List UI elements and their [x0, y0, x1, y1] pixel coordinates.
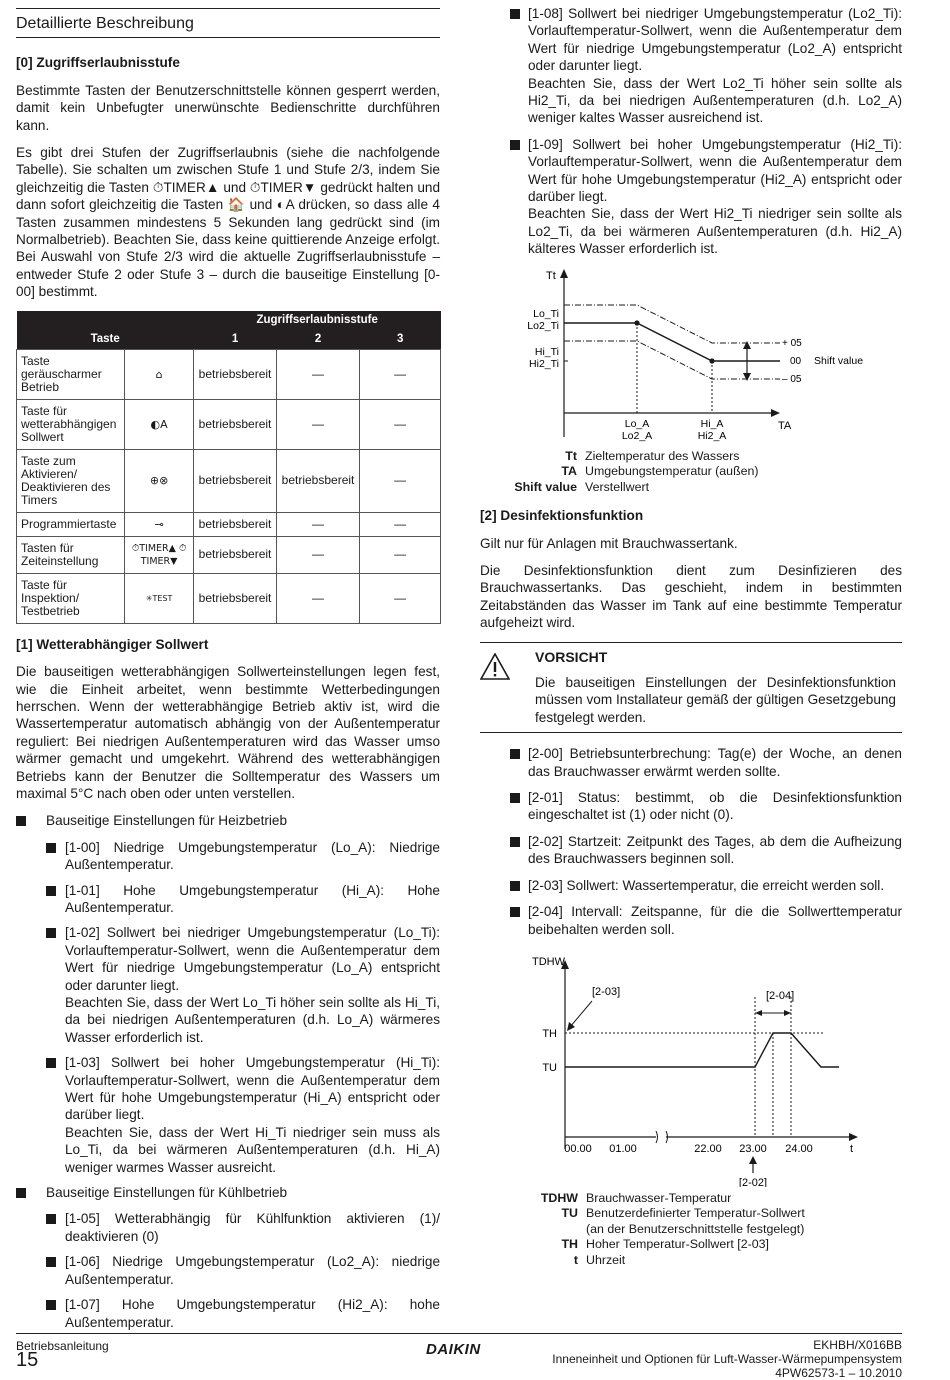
- item-text: [1-05] Wetterabhängig für Kühlfunktion aktivieren (1)/ deaktivieren (0): [65, 1211, 440, 1244]
- lo2-a-label: Lo2_A: [621, 429, 653, 442]
- footer-doc-number: 4PW62573-1 – 10.2010: [775, 1366, 902, 1380]
- tick-label: 00.00: [564, 1142, 592, 1155]
- th-label: TH: [542, 1027, 557, 1040]
- list-item: [480, 745, 902, 780]
- diagram1-legend: [480, 449, 902, 496]
- legend-value: Hoher Temperatur-Sollwert [2-03]: [586, 1237, 769, 1252]
- list-item: [16, 839, 440, 874]
- legend-value: Umgebungstemperatur (außen): [585, 464, 759, 479]
- label-2-02: [2-02]: [738, 1176, 768, 1187]
- item-note: Beachten Sie, dass der Wert Lo_Ti höher sein sollte als Hi_Ti, da bei niedrigen Außentemperaturen (d.h. Lo_A) wärmeres Wasser erforderlich ist.: [65, 995, 440, 1045]
- header-taste: Taste: [17, 330, 194, 350]
- tick-label: 24.00: [785, 1142, 813, 1155]
- table-row: [17, 573, 441, 623]
- legend-key: TA: [561, 464, 577, 479]
- caution-box: [480, 642, 902, 734]
- access-level-table: [16, 311, 441, 624]
- caution-text: Die bauseitigen Einstellungen der Desinfektionsfunktion müssen vom Installateur gemäß der gültigen Gesetzgebung festgelegt werden.: [535, 675, 896, 725]
- heading-disinfection: [2] Desinfektionsfunktion: [480, 508, 644, 524]
- header-level-1: 1: [194, 330, 276, 350]
- list-item: [480, 903, 902, 938]
- row-label: Taste für wetterabhängigen Sollwert: [17, 399, 125, 449]
- paragraph: Die bauseitigen wetterabhängigen Sollwerteinstellungen legen fest, wie die Einheit arbeitet, wenn bestimmte Wetterbedingungen herrschen. Wenn der wetterabhängige Betrieb aktiv ist, wird die Wassertemperatur automatisch abhängig von der Außentemperatur reguliert: Bei niedrigen Außentemperaturen wird das Wasser umso wärmer gemacht und umgekehrt. Während des wetterabhängigen Betriebs kann der Benutzer die Solltemperatur des Wassers um maximal 5°C nach oben oder unten verstellen.: [16, 664, 440, 801]
- legend-row: [480, 480, 902, 496]
- legend-row: [480, 1253, 902, 1269]
- legend-key: t: [573, 1252, 578, 1267]
- cell-value: —: [360, 349, 441, 399]
- left-column: [16, 8, 440, 1339]
- item-text: [2-01] Status: bestimmt, ob die Desinfektionsfunktion eingeschaltet ist (1) oder nicht (0).: [528, 790, 902, 823]
- footer-info: [552, 1338, 902, 1380]
- item-text: [2-03] Sollwert: Wassertemperatur, die erreicht werden soll.: [528, 877, 885, 893]
- item-note: Beachten Sie, dass der Wert Hi2_Ti niedriger sein sollte als Lo2_Ti, da bei wärmeren Außentemperaturen (d.h. Hi2_A) kälteres Wasser erforderlich ist.: [528, 206, 902, 257]
- disinfection-timeline-diagram: [480, 947, 902, 1187]
- item-note: Beachten Sie, dass der Wert Lo2_Ti höher sein sollte als Hi2_Ti, da bei niedrigen Außentemperaturen (d.h. Lo2_A) weniger kaltes Wasser ausreichend ist.: [528, 75, 902, 126]
- legend-value: Benutzerdefinierter Temperatur-Sollwert (an der Benutzerschnittstelle festgelegt): [586, 1206, 805, 1236]
- cell-value: —: [360, 399, 441, 449]
- tick-label: 01.00: [609, 1142, 637, 1155]
- tu-label: TU: [542, 1061, 557, 1074]
- tick-label: 22.00: [694, 1142, 722, 1155]
- daikin-logo: DAIKIN: [426, 1341, 481, 1358]
- page-number: 15: [16, 1349, 39, 1371]
- cell-value: —: [276, 399, 360, 449]
- t-axis-label: t: [850, 1142, 854, 1155]
- legend-row: [480, 464, 902, 480]
- program-icon: ⊸: [124, 512, 194, 536]
- cell-value: —: [276, 536, 360, 573]
- list-item: [16, 1253, 440, 1288]
- label-2-04: [2-04]: [766, 989, 795, 1002]
- cell-value: —: [360, 536, 441, 573]
- cell-value: betriebsbereit: [194, 573, 276, 623]
- heading-weather-setpoint: [1] Wetterabhängiger Sollwert: [16, 636, 209, 652]
- legend-value: Zieltemperatur des Wassers: [585, 448, 740, 463]
- header-group-label: Zugriffserlaubnisstufe: [194, 311, 441, 330]
- hi-a-label: Hi_A: [700, 417, 724, 430]
- legend-key: Shift value: [514, 479, 577, 494]
- page-footer: [16, 1333, 902, 1380]
- list-item: [16, 1296, 440, 1331]
- list-item: [480, 136, 902, 258]
- cell-value: —: [360, 449, 441, 512]
- timer-toggle-icon: ⊕⊗: [124, 449, 194, 512]
- cell-value: betriebsbereit: [194, 449, 276, 512]
- plus-label: + 05: [782, 337, 802, 349]
- item-text: [1-06] Niedrige Umgebungstemperatur (Lo2_A): niedrige Außentemperatur.: [65, 1254, 440, 1287]
- item-text: [1-07] Hohe Umgebungstemperatur (Hi2_A): hohe Außentemperatur.: [65, 1297, 440, 1330]
- timer-up-down-icon: ⏱TIMER▲ ⏱TIMER▼: [124, 536, 194, 573]
- house-icon: ⌂: [124, 349, 194, 399]
- item-text: [1-09] Sollwert bei hoher Umgebungstemperatur (Hi2_Ti): Vorlauftemperatur-Sollwert, wenn die Außentemperatur dem Wert für hohe Umgebungstemperatur (Hi2_A) entspricht oder darüber liegt.: [528, 136, 902, 205]
- paragraph: Es gibt drei Stufen der Zugriffserlaubnis (siehe die nachfolgende Tabelle). Sie schalten um zwischen Stufe 1 und Stufe 2/3, indem Sie gleichzeitig die Tasten ⏱TIMER▲ und ⏱TIMER▼ gedrückt halten und dann sofort gleichzeitig die Tasten 🏠 und ◐A drücken, so dass alle 4 Tasten zusammen mindestens 5 Sekunden lang gedrückt sind (im Normalbetrieb). Beachten Sie, dass keine quittierende Anzeige erfolgt. Bei Auswahl von Stufe 2/3 wird die aktuelle Zugriffserlaubnisstufe – entweder Stufe 2 oder Stufe 3 – durch die bauseitige Einstellung [0-00] bestimmt.: [16, 145, 440, 300]
- bullet-heating: [16, 812, 440, 829]
- item-text: [2-02] Startzeit: Zeitpunkt des Tages, ab dem die Aufheizung des Brauchwassers beginnen soll.: [528, 833, 902, 867]
- cell-value: —: [360, 573, 441, 623]
- label-2-03: [2-03]: [592, 985, 621, 998]
- minus-label: – 05: [782, 373, 802, 385]
- legend-row: [480, 449, 902, 465]
- tick-label: 23.00: [739, 1142, 767, 1155]
- table-row: [17, 449, 441, 512]
- table-header-row: [17, 311, 441, 330]
- list-item: [480, 5, 902, 127]
- table-header-row: [17, 330, 441, 350]
- heading-access-level: [0] Zugriffserlaubnisstufe: [16, 55, 180, 71]
- cell-value: —: [276, 349, 360, 399]
- legend-value: Uhrzeit: [586, 1252, 626, 1267]
- legend-key: Tt: [565, 448, 577, 463]
- item-text: [2-04] Intervall: Zeitspanne, für die die Sollwerttemperatur beibehalten werden soll.: [528, 904, 902, 937]
- legend-key: TDHW: [540, 1190, 578, 1205]
- list-item: [16, 1210, 440, 1245]
- paragraph: Gilt nur für Anlagen mit Brauchwassertank.: [480, 535, 738, 551]
- hi-ti-label: Hi_Ti: [534, 345, 559, 358]
- item-text: [2-00] Betriebsunterbrechung: Tag(e) der Woche, an denen das Brauchwasser erwärmt werden sollte.: [528, 746, 902, 779]
- hi2-ti-label: Hi2_Ti: [529, 357, 559, 370]
- list-item: [480, 833, 902, 868]
- item-note: Beachten Sie, dass der Wert Hi_Ti niedriger sein muss als Lo_Ti, da bei wärmeren Außentemperaturen (d.h. Hi_A) weniger warmes Wasser ausreicht.: [65, 1124, 440, 1175]
- legend-value: Brauchwasser-Temperatur: [586, 1190, 732, 1205]
- cell-value: betriebsbereit: [194, 536, 276, 573]
- list-item: [480, 789, 902, 824]
- paragraph: Bestimmte Tasten der Benutzerschnittstelle können gesperrt werden, damit kein Unbefugter unerwünschte Bedienschritte durchführen kann.: [16, 82, 440, 133]
- lo-ti-label: Lo_Ti: [533, 307, 559, 320]
- cell-value: betriebsbereit: [194, 399, 276, 449]
- table-row: [17, 512, 441, 536]
- row-label: Taste geräuscharmer Betrieb: [17, 349, 125, 399]
- footer-description: Inneneinheit und Optionen für Luft-Wasser-Wärmepumpensystem: [552, 1352, 902, 1366]
- row-label: Programmiertaste: [17, 512, 125, 536]
- paragraph: Die Desinfektionsfunktion dient zum Desinfizieren des Brauchwassertanks. Das geschieht, indem in bestimmten Zeitabständen das Wasser im Tank auf eine bestimmte Temperatur aufgeheizt wird.: [480, 563, 902, 631]
- item-text: [1-01] Hohe Umgebungstemperatur (Hi_A): Hohe Außentemperatur.: [65, 882, 440, 915]
- caution-title: VORSICHT: [535, 648, 608, 665]
- weather-dependent-icon: ◐A: [124, 399, 194, 449]
- item-text: [1-03] Sollwert bei hoher Umgebungstemperatur (Hi_Ti): Vorlauftemperatur-Sollwert, wenn die Außentemperatur dem Wert für hohe Umgebungstemperatur (Hi_A) entspricht oder darüber liegt.: [65, 1055, 440, 1123]
- y-axis-label: TDHW: [532, 955, 565, 968]
- bullet-cooling: [16, 1184, 440, 1201]
- item-text: [1-02] Sollwert bei niedriger Umgebungstemperatur (Lo_Ti): Vorlauftemperatur-Sollwert, wenn die Außentemperatur dem Wert für niedrige Umgebungstemperatur (Lo_A) entspricht oder darunter liegt.: [65, 925, 440, 993]
- legend-row: [480, 1206, 902, 1237]
- legend-value: Verstellwert: [585, 479, 650, 494]
- list-item: [16, 1054, 440, 1176]
- bullet-text: Bauseitige Einstellungen für Heizbetrieb: [46, 813, 288, 829]
- section-title: Detaillierte Beschreibung: [16, 8, 440, 38]
- shift-value-label: Shift value: [814, 354, 864, 367]
- footer-doc-type: Betriebsanleitung: [16, 1339, 109, 1353]
- header-level-3: 3: [360, 330, 441, 350]
- list-item: [16, 924, 440, 1046]
- cell-value: betriebsbereit: [194, 349, 276, 399]
- x-axis-label: TA: [778, 419, 792, 432]
- item-text: [1-08] Sollwert bei niedriger Umgebungstemperatur (Lo2_Ti): Vorlauftemperatur-Sollwert, wenn die Außentemperatur dem Wert für niedrige Umgebungstemperatur (Lo2_A) entspricht oder darunter liegt.: [528, 6, 902, 74]
- row-label: Taste zum Aktivieren/ Deaktivieren des Timers: [17, 449, 125, 512]
- cell-value: betriebsbereit: [276, 449, 360, 512]
- cell-value: betriebsbereit: [194, 512, 276, 536]
- legend-row: [480, 1237, 902, 1253]
- cell-value: —: [276, 512, 360, 536]
- header-level-2: 2: [276, 330, 360, 350]
- list-item: [16, 882, 440, 917]
- weather-curve-diagram: [480, 267, 902, 445]
- legend-key: TU: [561, 1206, 578, 1221]
- table-row: [17, 536, 441, 573]
- legend-row: [480, 1191, 902, 1207]
- item-text: [1-00] Niedrige Umgebungstemperatur (Lo_A): Niedrige Außentemperatur.: [65, 839, 440, 873]
- row-label: Taste für Inspektion/ Testbetrieb: [17, 573, 125, 623]
- test-icon: ✳TEST: [124, 573, 194, 623]
- cell-value: —: [276, 573, 360, 623]
- row-label: Tasten für Zeiteinstellung: [17, 536, 125, 573]
- table-row: [17, 399, 441, 449]
- y-axis-label: Tt: [546, 269, 556, 282]
- warning-icon: [480, 653, 510, 684]
- bullet-text: Bauseitige Einstellungen für Kühlbetrieb: [46, 1185, 288, 1201]
- right-column: [480, 5, 902, 1268]
- diagram2-legend: [480, 1191, 902, 1269]
- cell-value: —: [360, 512, 441, 536]
- legend-key: TH: [561, 1237, 578, 1252]
- lo2-ti-label: Lo2_Ti: [527, 319, 559, 332]
- lo-a-label: Lo_A: [624, 417, 650, 430]
- zero-label: 00: [790, 355, 802, 367]
- hi2-a-label: Hi2_A: [697, 429, 727, 442]
- list-item: [480, 877, 902, 894]
- footer-model: EKHBH/X016BB: [813, 1338, 902, 1352]
- table-row: [17, 349, 441, 399]
